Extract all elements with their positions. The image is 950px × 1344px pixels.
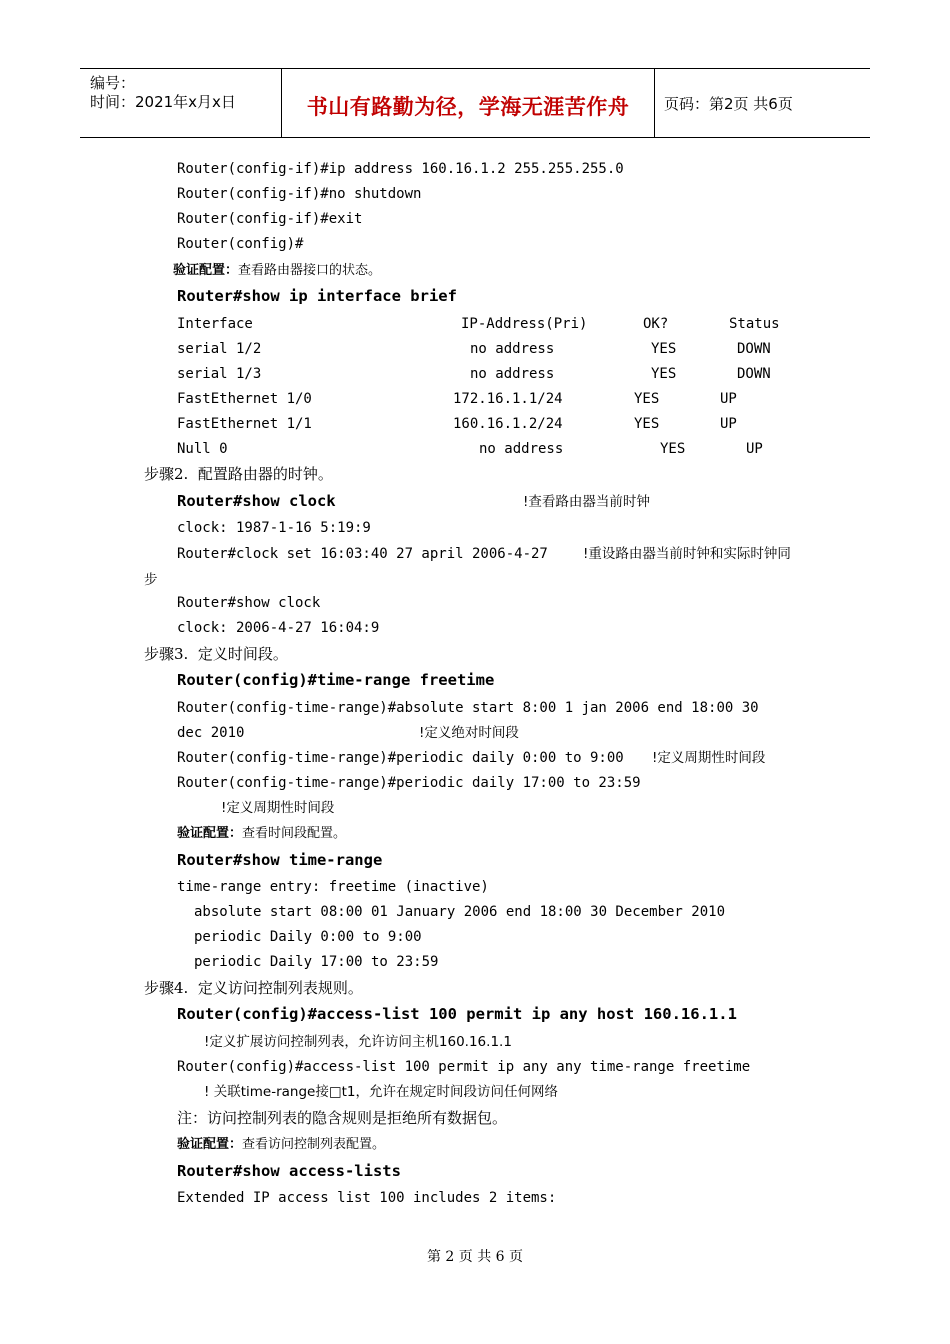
command-heading: Router#show access-lists xyxy=(177,1162,401,1180)
table-cell-ip: no address xyxy=(479,441,564,457)
verify-text: 查看时间段配置。 xyxy=(242,826,347,841)
code-line: Router(config-if)#exit xyxy=(177,211,363,227)
table-cell-status: DOWN xyxy=(737,366,771,382)
header-page-label: 页码：第2页 共6页 xyxy=(664,95,793,113)
code-comment: !查看路由器当前时钟 xyxy=(523,494,650,510)
table-cell-ip: 172.16.1.1/24 xyxy=(453,391,563,407)
code-line: Router(config)#access-list 100 permit ip any any time-range freetime xyxy=(177,1059,751,1075)
table-cell-status: UP xyxy=(720,416,737,432)
table-cell-ok: YES xyxy=(634,416,660,432)
header-page-cell xyxy=(655,69,870,137)
verify-line xyxy=(177,1135,385,1155)
table-cell-status: DOWN xyxy=(737,341,771,357)
note-text: 注：访问控制列表的隐含规则是拒绝所有数据包。 xyxy=(177,1109,508,1127)
table-cell-ip: no address xyxy=(470,341,555,357)
table-cell-ip: 160.16.1.2/24 xyxy=(453,416,563,432)
code-comment: !定义绝对时间段 xyxy=(419,725,519,741)
code-comment: !定义周期性时间段 xyxy=(652,750,766,766)
table-cell-interface: serial 1/2 xyxy=(177,341,262,357)
code-line: Router#clock set 16:03:40 27 april 2006-4-27 xyxy=(177,546,548,562)
step-heading: 步骤3. 定义时间段。 xyxy=(144,645,288,663)
table-cell-interface: serial 1/3 xyxy=(177,366,262,382)
code-line: Router(config-time-range)#absolute start 8:00 1 jan 2006 end 18:00 30 xyxy=(177,700,759,716)
table-cell-status: UP xyxy=(746,441,763,457)
header-number-label: 编号： xyxy=(90,74,136,92)
verify-label: 验证配置： xyxy=(177,826,243,841)
command-heading: Router(config)#access-list 100 permit ip any host 160.16.1.1 xyxy=(177,1005,737,1023)
verify-line xyxy=(177,824,346,844)
verify-text: 查看访问控制列表配置。 xyxy=(242,1137,386,1152)
code-comment: !定义扩展访问控制列表，允许访问主机160.16.1.1 xyxy=(204,1034,512,1050)
step-heading: 步骤4. 定义访问控制列表规则。 xyxy=(144,979,363,997)
table-header-ok: OK? xyxy=(643,316,669,332)
table-cell-ok: YES xyxy=(651,341,677,357)
code-line: Extended IP access list 100 includes 2 items: xyxy=(177,1190,557,1206)
table-cell-ok: YES xyxy=(651,366,677,382)
table-cell-ok: YES xyxy=(660,441,686,457)
header-motto: 书山有路勤为径，学海无涯苦作舟 xyxy=(306,95,630,119)
code-comment: !定义周期性时间段 xyxy=(221,800,335,816)
code-comment: 步 xyxy=(144,572,158,588)
code-line: Router(config-if)#no shutdown xyxy=(177,186,422,202)
table-cell-ok: YES xyxy=(634,391,660,407)
table-cell-interface: Null 0 xyxy=(177,441,228,457)
code-line: periodic Daily 0:00 to 9:00 xyxy=(194,929,422,945)
code-line: time-range entry: freetime (inactive) xyxy=(177,879,489,895)
code-line: absolute start 08:00 01 January 2006 end 18:00 30 December 2010 xyxy=(194,904,726,920)
table-cell-interface: FastEthernet 1/0 xyxy=(177,391,312,407)
code-line: Router(config-time-range)#periodic daily 0:00 to 9:00 xyxy=(177,750,624,766)
code-line: Router(config-if)#ip address 160.16.1.2 255.255.255.0 xyxy=(177,161,624,177)
code-line: periodic Daily 17:00 to 23:59 xyxy=(194,954,439,970)
code-line: clock: 1987-1-16 5:19:9 xyxy=(177,520,371,536)
command-heading: Router#show clock xyxy=(177,492,336,510)
code-line: dec 2010 xyxy=(177,725,245,741)
header-motto-cell xyxy=(282,69,655,137)
table-header-interface: Interface xyxy=(177,316,253,332)
header-info-cell xyxy=(80,69,282,137)
table-cell-interface: FastEthernet 1/1 xyxy=(177,416,312,432)
table-cell-status: UP xyxy=(720,391,737,407)
table-cell-ip: no address xyxy=(470,366,555,382)
table-header-status: Status xyxy=(729,316,780,332)
page-footer: 第 2 页 共 6 页 xyxy=(426,1249,524,1265)
code-line: clock: 2006-4-27 16:04:9 xyxy=(177,620,380,636)
code-line: Router(config)# xyxy=(177,236,304,252)
verify-text: 查看路由器接口的状态。 xyxy=(238,263,382,278)
table-header-ip: IP-Address(Pri) xyxy=(461,316,588,332)
command-heading: Router(config)#time-range freetime xyxy=(177,671,495,689)
code-comment: ! 关联time-range接□t1，允许在规定时间段访问任何网络 xyxy=(204,1084,558,1100)
verify-label: 验证配置： xyxy=(173,263,239,278)
header-date-label: 时间：2021年x月x日 xyxy=(90,93,236,111)
command-heading: Router#show ip interface brief xyxy=(177,287,457,305)
verify-line xyxy=(173,261,381,281)
code-comment: !重设路由器当前时钟和实际时钟同 xyxy=(583,546,791,562)
code-line: Router#show clock xyxy=(177,595,321,611)
page-header xyxy=(80,68,870,138)
verify-label: 验证配置： xyxy=(177,1137,243,1152)
code-line: Router(config-time-range)#periodic daily 17:00 to 23:59 xyxy=(177,775,641,791)
command-heading: Router#show time-range xyxy=(177,851,383,869)
step-heading: 步骤2. 配置路由器的时钟。 xyxy=(144,465,333,483)
